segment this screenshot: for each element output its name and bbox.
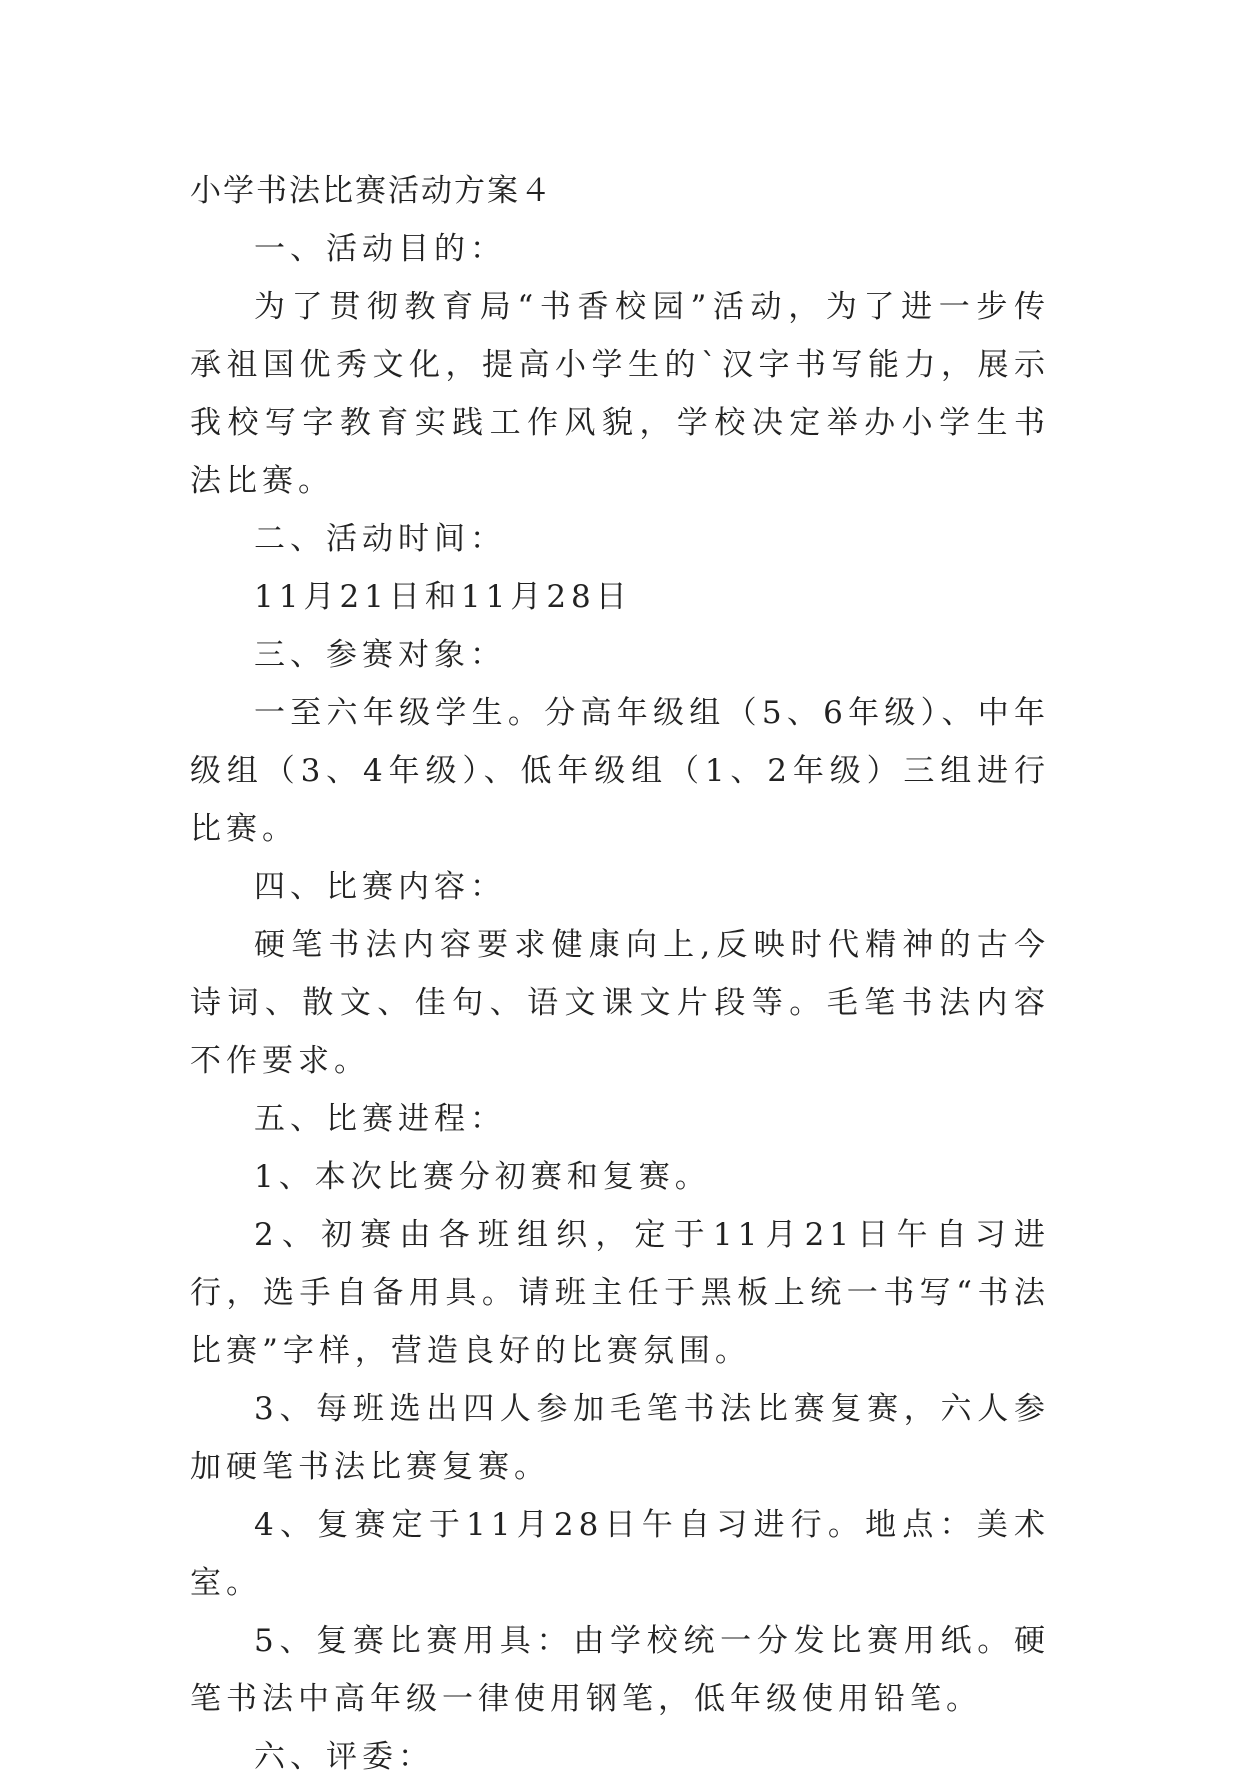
section-heading-purpose: 一、活动目的：	[254, 231, 506, 267]
document-page	[190, 162, 1050, 1786]
section-heading-participants: 三、参赛对象：	[254, 637, 506, 673]
list-item-process-3: 3、每班选出四人参加毛笔书法比赛复赛，六人参加硬笔书法比赛复赛。	[190, 1391, 1050, 1485]
section-heading-process: 五、比赛进程：	[254, 1101, 506, 1137]
paragraph-purpose: 为了贯彻教育局“书香校园”活动，为了进一步传承祖国优秀文化，提高小学生的`汉字书写能力，展示我校写字教育实践工作风貌，学校决定举办小学生书法比赛。	[190, 289, 1050, 499]
paragraph-content: 硬笔书法内容要求健康向上,反映时代精神的古今诗词、散文、佳句、语文课文片段等。毛笔书法内容不作要求。	[190, 927, 1050, 1079]
list-item-process-2: 2、初赛由各班组织，定于11月21日午自习进行，选手自备用具。请班主任于黑板上统一书写“书法比赛”字样，营造良好的比赛氛围。	[190, 1217, 1050, 1369]
section-heading-time: 二、活动时间：	[254, 521, 506, 557]
section-heading-content: 四、比赛内容：	[254, 869, 506, 905]
paragraph-time: 11月21日和11月28日	[254, 579, 632, 615]
paragraph-participants: 一至六年级学生。分高年级组（5、6年级）、中年级组（3、4年级）、低年级组（1、2年级）三组进行比赛。	[190, 695, 1050, 847]
document-title: 小学书法比赛活动方案４	[190, 173, 553, 209]
list-item-process-5: 5、复赛比赛用具：由学校统一分发比赛用纸。硬笔书法中高年级一律使用钢笔，低年级使用铅笔。	[190, 1623, 1050, 1717]
list-item-process-1: 1、本次比赛分初赛和复赛。	[254, 1159, 711, 1195]
section-heading-judges: 六、评委：	[254, 1739, 434, 1775]
list-item-process-4: 4、复赛定于11月28日午自习进行。地点：美术室。	[190, 1507, 1050, 1601]
